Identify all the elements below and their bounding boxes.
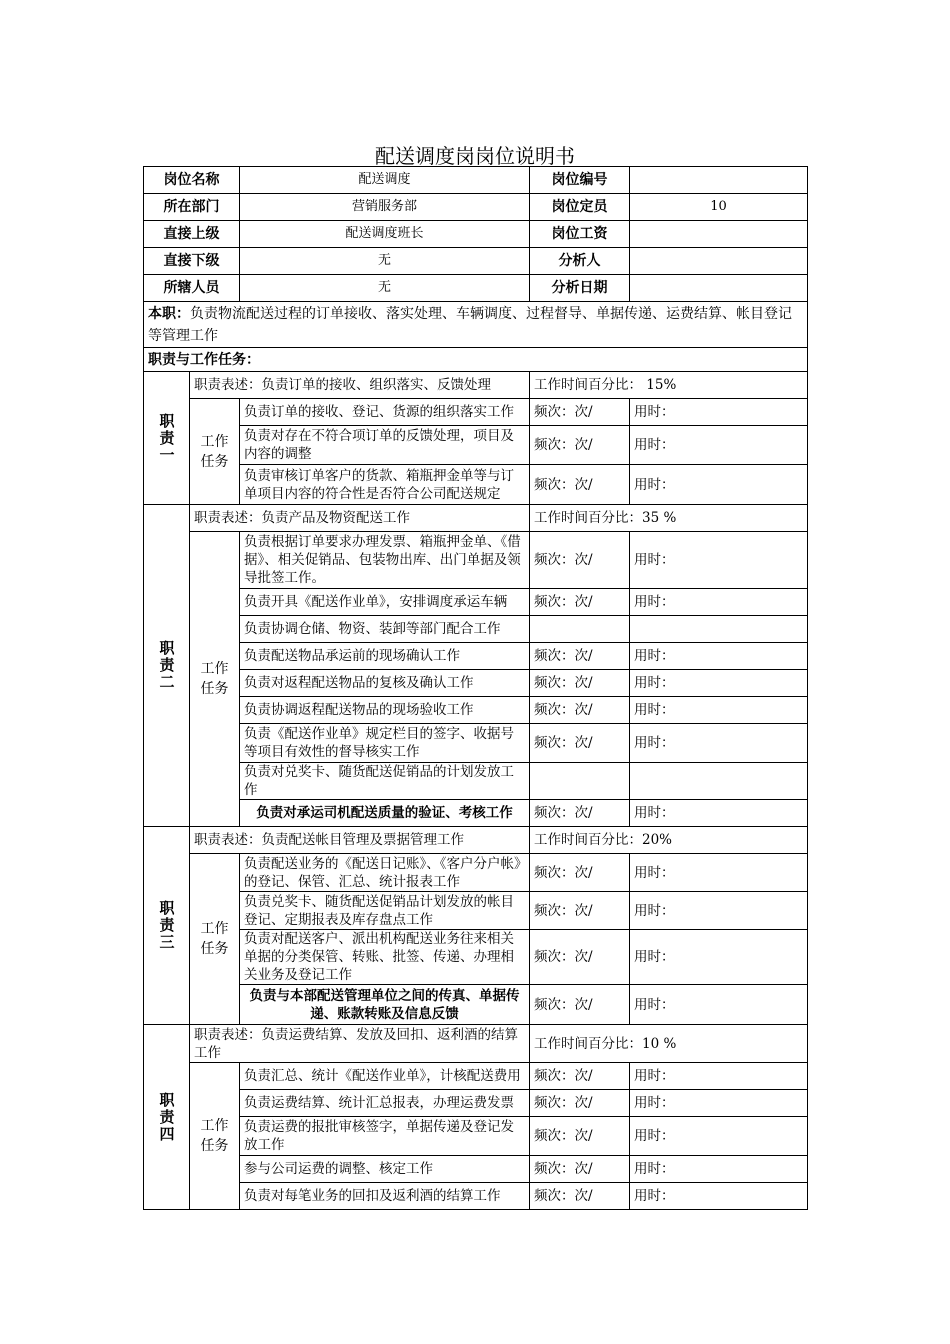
time-label: 用时：: [630, 426, 808, 465]
task-text: 负责对承运司机配送质量的验证、考核工作: [240, 800, 530, 827]
field-label: 岗位定员: [530, 194, 630, 221]
field-value: [630, 248, 808, 275]
freq-label: 频次：次/: [530, 426, 630, 465]
time-percent: 工作时间百分比：20%: [530, 827, 808, 854]
duty-name: 职责一: [144, 372, 190, 505]
task-text: 负责根据订单要求办理发票、箱瓶押金单、《借据》、相关促销品、包装物出库、出门单据及领导批签工作。: [240, 532, 530, 589]
freq-label: 频次：次/: [530, 1156, 630, 1183]
duty-name: 职责二: [144, 505, 190, 827]
time-label: 用时：: [630, 670, 808, 697]
time-percent: 工作时间百分比： 15%: [530, 372, 808, 399]
task-text: 负责开具《配送作业单》，安排调度承运车辆: [240, 589, 530, 616]
freq-label: 频次：次/: [530, 589, 630, 616]
time-label: 用时：: [630, 532, 808, 589]
field-value: 配送调度: [240, 167, 530, 194]
time-label: 用时：: [630, 854, 808, 892]
task-text: 参与公司运费的调整、核定工作: [240, 1156, 530, 1183]
time-label: 用时：: [630, 1156, 808, 1183]
field-value: 10: [630, 194, 808, 221]
field-label: 岗位工资: [530, 221, 630, 248]
freq-label: 频次：次/: [530, 697, 630, 724]
field-label: 直接上级: [144, 221, 240, 248]
task-text: 负责对每笔业务的回扣及返利酒的结算工作: [240, 1183, 530, 1210]
freq-label: 频次：次/: [530, 1090, 630, 1117]
work-task-label: 工作任务: [190, 399, 240, 505]
task-text: 负责《配送作业单》规定栏目的签字、收据号等项目有效性的督导核实工作: [240, 724, 530, 763]
freq-label: 频次：次/: [530, 399, 630, 426]
freq-label: 频次：次/: [530, 892, 630, 930]
task-text: 负责订单的接收、登记、货源的组织落实工作: [240, 399, 530, 426]
time-label: 用时：: [630, 1117, 808, 1156]
task-text: 负责协调返程配送物品的现场验收工作: [240, 697, 530, 724]
time-label: 用时：: [630, 399, 808, 426]
freq-label: 频次：次/: [530, 670, 630, 697]
time-label: 用时：: [630, 1063, 808, 1090]
time-label: 用时：: [630, 643, 808, 670]
time-label: 用时：: [630, 930, 808, 985]
freq-label: 频次：次/: [530, 465, 630, 505]
freq-label: 频次：次/: [530, 1063, 630, 1090]
work-task-label: 工作任务: [190, 854, 240, 1025]
freq-label: 频次：次/: [530, 724, 630, 763]
task-text: 负责配送业务的《配送日记账》、《客户分户帐》的登记、保管、汇总、统计报表工作: [240, 854, 530, 892]
section-title: 职责与工作任务：: [144, 348, 808, 372]
duty-description: 职责表述：负责运费结算、发放及回扣、返利酒的结算工作: [190, 1025, 530, 1063]
field-label: 岗位名称: [144, 167, 240, 194]
duty-description: 职责表述：负责产品及物资配送工作: [190, 505, 530, 532]
job-description-table: [143, 166, 808, 1210]
time-label: 用时：: [630, 985, 808, 1025]
field-label: 所辖人员: [144, 275, 240, 302]
field-value: 无: [240, 248, 530, 275]
field-label: 所在部门: [144, 194, 240, 221]
time-percent: 工作时间百分比：35 %: [530, 505, 808, 532]
task-text: 负责运费的报批审核签字，单据传递及登记发放工作: [240, 1117, 530, 1156]
freq-label: 频次：次/: [530, 1117, 630, 1156]
field-label: 分析人: [530, 248, 630, 275]
time-label: 用时：: [630, 800, 808, 827]
freq-label: 频次：次/: [530, 985, 630, 1025]
task-text: 负责配送物品承运前的现场确认工作: [240, 643, 530, 670]
freq-label: 频次：次/: [530, 532, 630, 589]
duty-name: 职责四: [144, 1025, 190, 1210]
field-label: 岗位编号: [530, 167, 630, 194]
freq-label: 频次：次/: [530, 800, 630, 827]
time-label: 用时：: [630, 697, 808, 724]
benzhi-label: 本职：: [148, 305, 190, 322]
freq-label: 频次：次/: [530, 930, 630, 985]
freq-label: 频次：次/: [530, 854, 630, 892]
time-empty: [630, 763, 808, 800]
task-text: 负责对返程配送物品的复核及确认工作: [240, 670, 530, 697]
field-value: [630, 275, 808, 302]
field-value: 营销服务部: [240, 194, 530, 221]
freq-empty: [530, 616, 630, 643]
field-value: [630, 221, 808, 248]
work-task-label: 工作任务: [190, 532, 240, 827]
work-task-label: 工作任务: [190, 1063, 240, 1210]
page-title: 配送调度岗岗位说明书: [375, 144, 575, 168]
freq-label: 频次：次/: [530, 1183, 630, 1210]
task-text: 负责对存在不符合项订单的反馈处理，项目及内容的调整: [240, 426, 530, 465]
field-value: [630, 167, 808, 194]
time-label: 用时：: [630, 892, 808, 930]
field-value: 配送调度班长: [240, 221, 530, 248]
duty-description: 职责表述：负责配送帐目管理及票据管理工作: [190, 827, 530, 854]
time-label: 用时：: [630, 1090, 808, 1117]
task-text: 负责与本部配送管理单位之间的传真、单据传递、账款转账及信息反馈: [240, 985, 530, 1025]
task-text: 负责汇总、统计《配送作业单》，计核配送费用: [240, 1063, 530, 1090]
time-label: 用时：: [630, 589, 808, 616]
task-text: 负责兑奖卡、随货配送促销品计划发放的帐目登记、定期报表及库存盘点工作: [240, 892, 530, 930]
time-empty: [630, 616, 808, 643]
task-text: 负责对配送客户、派出机构配送业务往来相关单据的分类保管、转账、批签、传递、办理相关业务及登记工作: [240, 930, 530, 985]
freq-label: 频次：次/: [530, 643, 630, 670]
task-text: 负责对兑奖卡、随货配送促销品的计划发放工作: [240, 763, 530, 800]
task-text: 负责运费结算、统计汇总报表，办理运费发票: [240, 1090, 530, 1117]
duty-description: 职责表述：负责订单的接收、组织落实、反馈处理: [190, 372, 530, 399]
task-text: 负责协调仓储、物资、装卸等部门配合工作: [240, 616, 530, 643]
task-text: 负责审核订单客户的货款、箱瓶押金单等与订单项目内容的符合性是否符合公司配送规定: [240, 465, 530, 505]
time-label: 用时：: [630, 465, 808, 505]
duty-name: 职责三: [144, 827, 190, 1025]
time-label: 用时：: [630, 724, 808, 763]
benzhi-text: 负责物流配送过程的订单接收、落实处理、车辆调度、过程督导、单据传递、运费结算、帐目登记等管理工作: [148, 305, 792, 344]
freq-empty: [530, 763, 630, 800]
benzhi-row: [144, 302, 808, 348]
field-label: 直接下级: [144, 248, 240, 275]
field-value: 无: [240, 275, 530, 302]
field-label: 分析日期: [530, 275, 630, 302]
time-label: 用时：: [630, 1183, 808, 1210]
time-percent: 工作时间百分比：10 %: [530, 1025, 808, 1063]
